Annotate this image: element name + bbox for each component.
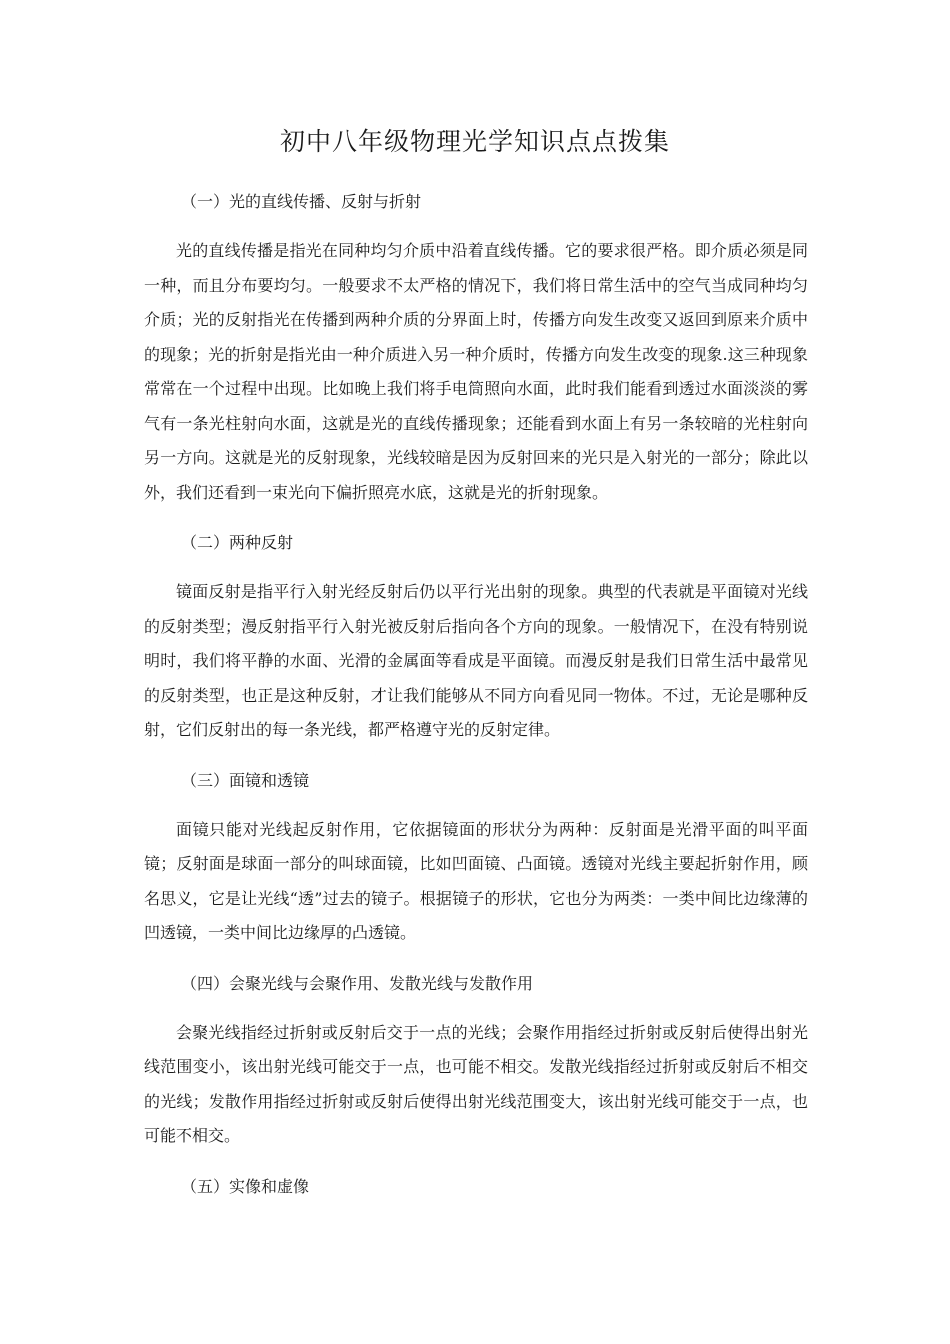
section-heading: （一）光的直线传播、反射与折射	[181, 192, 422, 211]
section-paragraph: 光的直线传播是指光在同种均匀介质中沿着直线传播。它的要求很严格。即介质必须是同一种，而且分布要均匀。一般要求不太严格的情况下，我们将日常生活中的空气当成同种均匀介质；光的反射指光在传播到两种介质的分界面上时，传播方向发生改变又返回到原来介质中的现象；光的折射是指光由一种介质进入另一种介质时，传播方向发生改变的现象.这三种现象常常在一个过程中出现。比如晚上我们将手电筒照向水面，此时我们能看到透过水面淡淡的雾气有一条光柱射向水面，这就是光的直线传播现象；还能看到水面上有另一条较暗的光柱射向另一方向。这就是光的反射现象，光线较暗是因为反射回来的光只是入射光的一部分；除此以外，我们还看到一束光向下偏折照亮水底，这就是光的折射现象。	[144, 241, 808, 502]
document-title: 初中八年级物理光学知识点点拨集	[279, 127, 670, 156]
section-heading: （四）会聚光线与会聚作用、发散光线与发散作用	[181, 973, 534, 993]
section-heading: （二）两种反射	[181, 533, 294, 552]
section-paragraph: 面镜只能对光线起反射作用，它依据镜面的形状分为两种：反射面是光滑平面的叫平面镜；反射面是球面一部分的叫球面镜，比如凹面镜、凸面镜。透镜对光线主要起折射作用，顾名思义，它是让光线“透”过去的镜子。根据镜子的形状，它也分为两类：一类中间比边缘薄的凹透镜，一类中间比边缘厚的凸透镜。	[144, 819, 808, 942]
section-heading: （五）实像和虚像	[181, 1176, 310, 1196]
section-paragraph: 会聚光线指经过折射或反射后交于一点的光线；会聚作用指经过折射或反射后使得出射光线范围变小，该出射光线可能交于一点，也可能不相交。发散光线指经过折射或反射后不相交的光线；发散作用指经过折射或反射后使得出射光线范围变大，该出射光线可能交于一点，也可能不相交。	[144, 1022, 808, 1145]
section-1	[144, 187, 808, 510]
document-body	[144, 187, 808, 1219]
section-heading: （三）面镜和透镜	[181, 770, 310, 790]
section-paragraph: 镜面反射是指平行入射光经反射后仍以平行光出射的现象。典型的代表就是平面镜对光线的反射类型；漫反射指平行入射光被反射后指向各个方向的现象。一般情况下，在没有特别说明时，我们将平静的水面、光滑的金属面等看成是平面镜。而漫反射是我们日常生活中最常见的反射类型，也正是这种反射，才让我们能够从不同方向看见同一物体。不过，无论是哪种反射，它们反射出的每一条光线，都严格遵守光的反射定律。	[144, 582, 808, 739]
section-2	[144, 528, 808, 748]
section-5	[144, 1172, 808, 1202]
section-4	[144, 969, 808, 1154]
section-3	[144, 766, 808, 951]
